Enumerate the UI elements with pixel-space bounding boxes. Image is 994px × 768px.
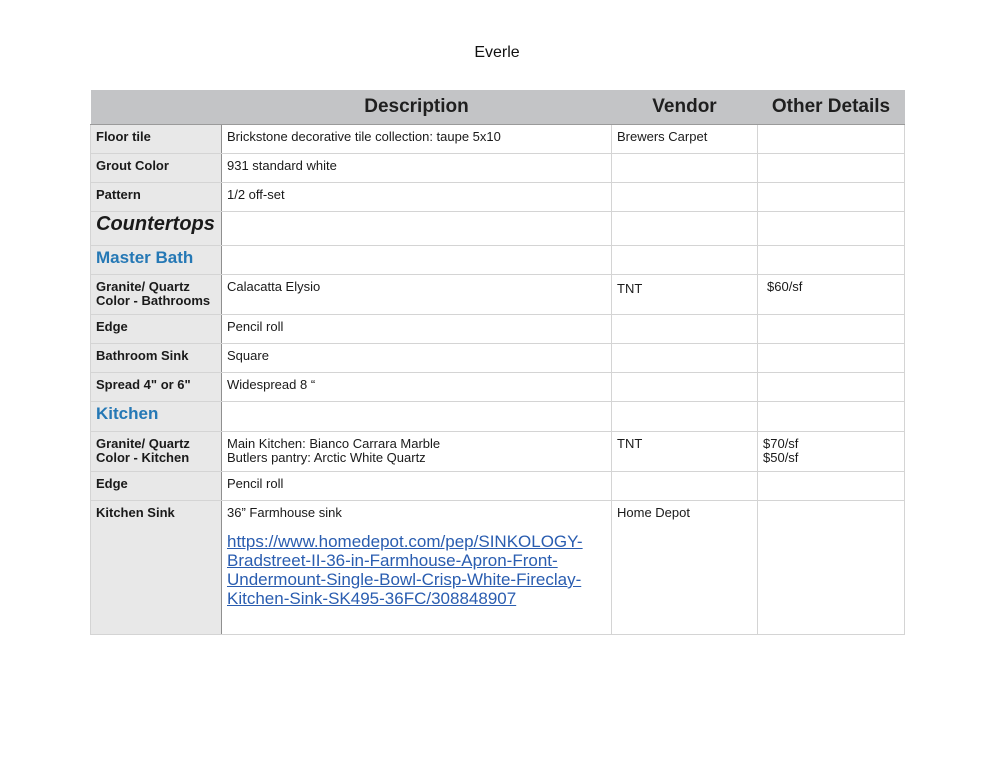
row-other: $60/sf [758, 275, 905, 315]
row-label [91, 432, 222, 472]
row-vendor [612, 154, 758, 183]
row-other [758, 472, 905, 501]
row-other [758, 501, 905, 635]
description-line: Main Kitchen: Bianco Carrara Marble [227, 436, 441, 451]
row-label: Spread 4" or 6" [91, 373, 222, 402]
empty-cell [612, 246, 758, 275]
row-label: Kitchen Sink [91, 501, 222, 635]
row-description: Pencil roll [222, 315, 612, 344]
other-line: $50/sf [763, 450, 799, 465]
header-vendor: Vendor [612, 90, 758, 125]
document-title: Everle [474, 44, 520, 61]
row-label: Floor tile [91, 125, 222, 154]
row-description: Widespread 8 “ [222, 373, 612, 402]
description-line: Butlers pantry: Arctic White Quartz [227, 450, 426, 465]
row-vendor [612, 344, 758, 373]
section-heading-master-bath: Master Bath [91, 246, 222, 275]
table-row [91, 275, 905, 315]
empty-cell [758, 212, 905, 246]
spec-table [90, 90, 905, 635]
row-label: Edge [91, 472, 222, 501]
label-line: Granite/ Quartz [96, 436, 190, 451]
section-row [91, 246, 905, 275]
row-vendor [612, 183, 758, 212]
table-row [91, 183, 905, 212]
description-line: 36” Farmhouse sink [227, 505, 342, 520]
row-description [222, 432, 612, 472]
row-other [758, 344, 905, 373]
row-vendor: TNT [612, 432, 758, 472]
row-label: Pattern [91, 183, 222, 212]
row-description: 1/2 off-set [222, 183, 612, 212]
row-vendor [612, 373, 758, 402]
header-description: Description [222, 90, 612, 125]
table-row [91, 373, 905, 402]
section-row [91, 402, 905, 432]
table-row [91, 472, 905, 501]
row-description: Square [222, 344, 612, 373]
row-other [758, 154, 905, 183]
table-row [91, 125, 905, 154]
row-vendor [612, 315, 758, 344]
row-description: Pencil roll [222, 472, 612, 501]
link-line[interactable]: Kitchen-Sink-SK495-36FC/308848907 [227, 589, 517, 608]
empty-cell [222, 246, 612, 275]
link-line[interactable]: https://www.homedepot.com/pep/SINKOLOGY- [227, 532, 583, 551]
row-other [758, 432, 905, 472]
table-row [91, 344, 905, 373]
row-label: Grout Color [91, 154, 222, 183]
header-label [91, 90, 222, 125]
row-description: Calacatta Elysio [222, 275, 612, 315]
empty-cell [222, 402, 612, 432]
section-heading-kitchen: Kitchen [91, 402, 222, 432]
label-line: Color - Kitchen [96, 450, 190, 465]
table-row [91, 154, 905, 183]
row-other [758, 125, 905, 154]
link-line[interactable]: Undermount-Single-Bowl-Crisp-White-Fireclay- [227, 570, 582, 589]
section-heading-countertops: Countertops [91, 212, 222, 246]
section-row [91, 212, 905, 246]
label-line: Color - Bathrooms [96, 293, 211, 308]
table-row [91, 501, 905, 635]
empty-cell [222, 212, 612, 246]
row-other [758, 315, 905, 344]
empty-cell [758, 402, 905, 432]
row-other [758, 183, 905, 212]
row-vendor: TNT [612, 275, 758, 315]
row-label [91, 275, 222, 315]
header-row [91, 90, 905, 125]
row-description [222, 501, 612, 635]
row-other [758, 373, 905, 402]
row-label: Bathroom Sink [91, 344, 222, 373]
row-description: Brickstone decorative tile collection: taupe 5x10 [222, 125, 612, 154]
table-row [91, 315, 905, 344]
table-row [91, 432, 905, 472]
row-vendor [612, 472, 758, 501]
other-line: $70/sf [763, 436, 799, 451]
row-vendor: Home Depot [612, 501, 758, 635]
header-other-details: Other Details [758, 90, 905, 125]
empty-cell [612, 402, 758, 432]
empty-cell [758, 246, 905, 275]
empty-cell [612, 212, 758, 246]
row-description: 931 standard white [222, 154, 612, 183]
row-vendor: Brewers Carpet [612, 125, 758, 154]
label-line: Granite/ Quartz [96, 279, 190, 294]
row-label: Edge [91, 315, 222, 344]
link-line[interactable]: Bradstreet-II-36-in-Farmhouse-Apron-Front- [227, 551, 558, 570]
product-link[interactable] [227, 532, 606, 608]
